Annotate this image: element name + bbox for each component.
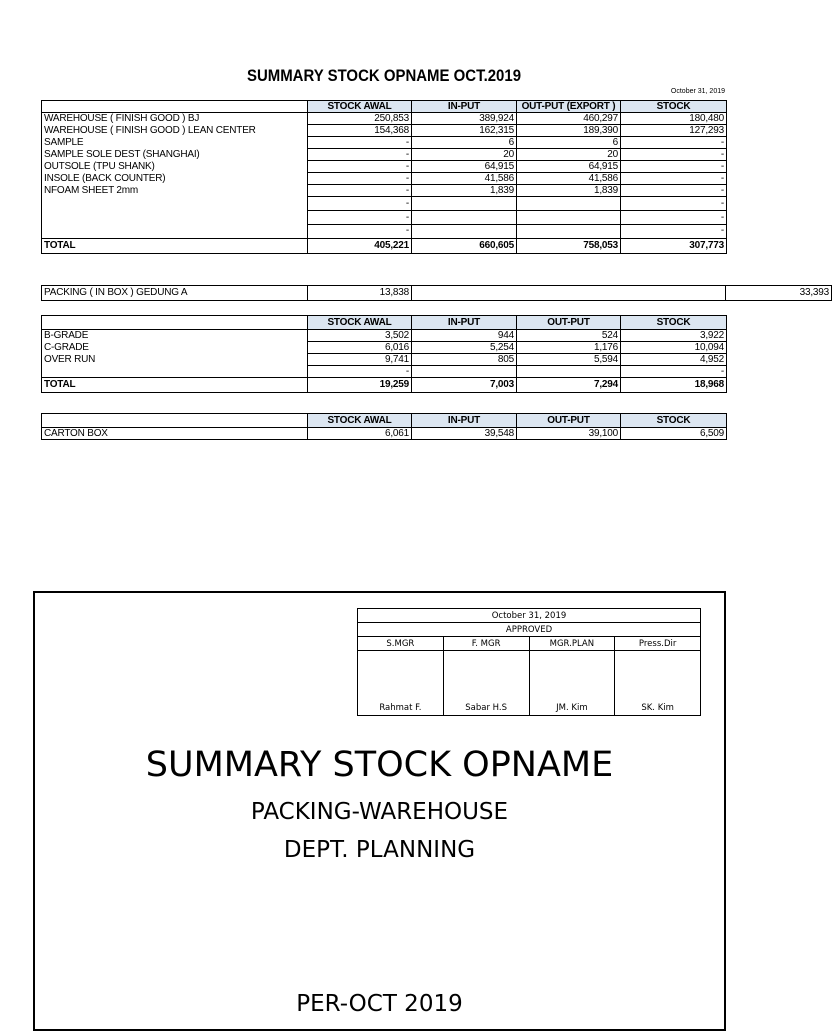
table-row xyxy=(42,366,727,378)
row-label xyxy=(42,366,308,378)
total-input: 7,003 xyxy=(412,378,517,393)
table-row xyxy=(42,161,727,173)
table-row xyxy=(42,137,727,149)
cell-stock-awal: - xyxy=(308,211,412,225)
row-label: C-GRADE xyxy=(42,342,308,354)
header-input: IN-PUT xyxy=(412,101,517,113)
cell-stock-awal: 3,502 xyxy=(308,330,412,342)
report-date: October 31, 2019 xyxy=(670,88,725,95)
header-input: IN-PUT xyxy=(412,414,517,428)
cell-stock-awal: - xyxy=(308,149,412,161)
cell-stock: - xyxy=(621,137,727,149)
cell-input: 944 xyxy=(412,330,517,342)
cell-stock-awal: - xyxy=(308,161,412,173)
signer-mgr-plan: JM. Kim xyxy=(529,651,615,716)
header-input: IN-PUT xyxy=(412,316,517,330)
total-label: TOTAL xyxy=(42,378,308,393)
total-output: 758,053 xyxy=(517,238,621,253)
packing-blank xyxy=(412,286,726,301)
row-label xyxy=(42,197,308,211)
role-s-mgr: S.MGR xyxy=(358,637,444,651)
header-stock: STOCK xyxy=(621,316,727,330)
cell-stock-awal: 6,016 xyxy=(308,342,412,354)
table-row xyxy=(42,113,727,125)
signer-s-mgr: Rahmat F. xyxy=(358,651,444,716)
cell-output xyxy=(517,211,621,225)
packing-stock: 33,393 xyxy=(726,286,832,301)
packing-stock-awal: 13,838 xyxy=(308,286,412,301)
row-label xyxy=(42,225,308,239)
header-stock: STOCK xyxy=(621,414,727,428)
cell-stock: 3,922 xyxy=(621,330,727,342)
cell-stock: - xyxy=(621,173,727,185)
cell-output: 1,176 xyxy=(517,342,621,354)
cover-period: PER-OCT 2019 xyxy=(296,991,463,1017)
cell-stock-awal: - xyxy=(308,185,412,197)
table-header-row xyxy=(42,316,727,330)
header-blank xyxy=(42,101,308,113)
cell-output xyxy=(517,225,621,239)
row-label xyxy=(42,211,308,225)
cell-stock-awal: - xyxy=(308,225,412,239)
row-label: NFOAM SHEET 2mm xyxy=(42,185,308,197)
table-row xyxy=(42,428,727,440)
table-header-row xyxy=(42,414,727,428)
packing-row xyxy=(42,286,832,301)
cell-input: 1,839 xyxy=(412,185,517,197)
approval-roles-row xyxy=(358,637,701,651)
cell-output xyxy=(517,197,621,211)
cell-input xyxy=(412,225,517,239)
total-output: 7,294 xyxy=(517,378,621,393)
table-row xyxy=(42,354,727,366)
approval-signers-row xyxy=(358,651,701,716)
header-stock: STOCK xyxy=(621,101,727,113)
cell-input: 20 xyxy=(412,149,517,161)
header-output: OUT-PUT (EXPORT ) xyxy=(517,101,621,113)
cell-stock: 10,094 xyxy=(621,342,727,354)
cell-output xyxy=(517,366,621,378)
total-row xyxy=(42,378,727,393)
cell-output: 460,297 xyxy=(517,113,621,125)
cell-stock-awal: 250,853 xyxy=(308,113,412,125)
cell-output: 5,594 xyxy=(517,354,621,366)
header-output: OUT-PUT xyxy=(517,414,621,428)
cell-output: 39,100 xyxy=(517,428,621,440)
total-input: 660,605 xyxy=(412,238,517,253)
table-row xyxy=(42,197,727,211)
total-stock: 307,773 xyxy=(621,238,727,253)
cell-stock-awal: - xyxy=(308,197,412,211)
approval-date: October 31, 2019 xyxy=(358,609,701,623)
cell-input xyxy=(412,366,517,378)
stock-table-main xyxy=(41,100,727,254)
cell-stock: 180,480 xyxy=(621,113,727,125)
cell-output: 64,915 xyxy=(517,161,621,173)
role-f-mgr: F. MGR xyxy=(443,637,529,651)
header-output: OUT-PUT xyxy=(517,316,621,330)
table-row xyxy=(42,330,727,342)
table-row xyxy=(42,211,727,225)
total-label: TOTAL xyxy=(42,238,308,253)
cell-stock: - xyxy=(621,197,727,211)
header-stock-awal: STOCK AWAL xyxy=(308,101,412,113)
approved-label: APPROVED xyxy=(358,623,701,637)
table-row xyxy=(42,225,727,239)
row-label: OVER RUN xyxy=(42,354,308,366)
cell-output: 1,839 xyxy=(517,185,621,197)
report-title: SUMMARY STOCK OPNAME OCT.2019 xyxy=(246,66,522,85)
cell-input: 5,254 xyxy=(412,342,517,354)
packing-table xyxy=(41,285,832,301)
packing-label: PACKING ( IN BOX ) GEDUNG A xyxy=(42,286,308,301)
header-blank xyxy=(42,316,308,330)
cover-title: SUMMARY STOCK OPNAME xyxy=(145,745,614,785)
signer-press-dir: SK. Kim xyxy=(615,651,701,716)
cell-stock-awal: - xyxy=(308,366,412,378)
cell-input: 41,586 xyxy=(412,173,517,185)
table-header-row xyxy=(42,101,727,113)
table-row xyxy=(42,185,727,197)
header-stock-awal: STOCK AWAL xyxy=(308,414,412,428)
cell-input xyxy=(412,197,517,211)
cell-input: 64,915 xyxy=(412,161,517,173)
approval-table xyxy=(357,608,701,716)
row-label: INSOLE (BACK COUNTER) xyxy=(42,173,308,185)
row-label: CARTON BOX xyxy=(42,428,308,440)
cell-stock: - xyxy=(621,185,727,197)
cell-stock: - xyxy=(621,225,727,239)
total-stock-awal: 19,259 xyxy=(308,378,412,393)
cover-subtitle-dept: DEPT. PLANNING xyxy=(283,837,476,863)
cell-stock-awal: 9,741 xyxy=(308,354,412,366)
header-stock-awal: STOCK AWAL xyxy=(308,316,412,330)
row-label: OUTSOLE (TPU SHANK) xyxy=(42,161,308,173)
cell-input: 39,548 xyxy=(412,428,517,440)
cell-input xyxy=(412,211,517,225)
table-row xyxy=(42,342,727,354)
total-row xyxy=(42,238,727,253)
cover-page xyxy=(33,591,726,1031)
cell-stock-awal: 6,061 xyxy=(308,428,412,440)
cell-input: 805 xyxy=(412,354,517,366)
stock-table-carton xyxy=(41,413,727,440)
role-press-dir: Press.Dir xyxy=(615,637,701,651)
cell-stock: 6,509 xyxy=(621,428,727,440)
table-row xyxy=(42,125,727,137)
cell-stock: - xyxy=(621,211,727,225)
row-label: WAREHOUSE ( FINISH GOOD ) BJ xyxy=(42,113,308,125)
cell-stock-awal: - xyxy=(308,137,412,149)
header-blank xyxy=(42,414,308,428)
cell-input: 6 xyxy=(412,137,517,149)
signer-f-mgr: Sabar H.S xyxy=(443,651,529,716)
cell-output: 20 xyxy=(517,149,621,161)
table-row xyxy=(42,149,727,161)
cell-stock-awal: 154,368 xyxy=(308,125,412,137)
cover-subtitle-warehouse: PACKING-WAREHOUSE xyxy=(250,799,509,825)
row-label: SAMPLE xyxy=(42,137,308,149)
total-stock-awal: 405,221 xyxy=(308,238,412,253)
cell-stock: 4,952 xyxy=(621,354,727,366)
cell-output: 189,390 xyxy=(517,125,621,137)
cell-stock: - xyxy=(621,366,727,378)
cell-stock-awal: - xyxy=(308,173,412,185)
row-label: B-GRADE xyxy=(42,330,308,342)
cell-stock: 127,293 xyxy=(621,125,727,137)
stock-table-grades xyxy=(41,315,727,393)
cell-stock: - xyxy=(621,149,727,161)
cell-output: 6 xyxy=(517,137,621,149)
cell-stock: - xyxy=(621,161,727,173)
role-mgr-plan: MGR.PLAN xyxy=(529,637,615,651)
cell-input: 162,315 xyxy=(412,125,517,137)
cell-output: 524 xyxy=(517,330,621,342)
total-stock: 18,968 xyxy=(621,378,727,393)
cell-input: 389,924 xyxy=(412,113,517,125)
row-label: SAMPLE SOLE DEST (SHANGHAI) xyxy=(42,149,308,161)
table-row xyxy=(42,173,727,185)
row-label: WAREHOUSE ( FINISH GOOD ) LEAN CENTER xyxy=(42,125,308,137)
cell-output: 41,586 xyxy=(517,173,621,185)
